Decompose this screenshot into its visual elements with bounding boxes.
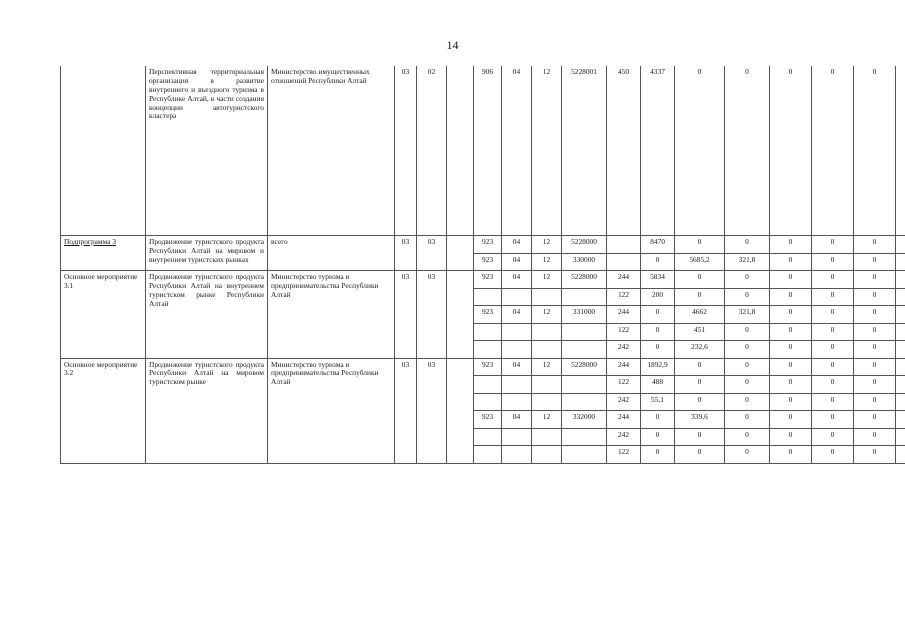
value-cell: 0 <box>812 358 854 376</box>
value-cell: 0 <box>675 428 725 446</box>
value-cell: 0 <box>725 376 770 394</box>
csr-cell <box>562 428 607 446</box>
code2-cell: 02 <box>417 66 447 236</box>
value-cell: 0 <box>725 411 770 429</box>
blank-cell <box>447 358 474 463</box>
rz-cell: 04 <box>502 306 532 324</box>
value-cell: 0 <box>812 446 854 464</box>
vr-cell: 122 <box>607 323 641 341</box>
value-cell: 0 <box>854 428 896 446</box>
csr-cell: 5228000 <box>562 358 607 376</box>
value-cell: 0 <box>725 323 770 341</box>
value-cell: 0 <box>812 323 854 341</box>
value-cell: 0 <box>854 253 896 271</box>
program-cell: Основное мероприятие 3.2 <box>61 358 146 463</box>
pr-cell <box>532 446 562 464</box>
vr-cell: 244 <box>607 411 641 429</box>
rz-cell: 04 <box>502 271 532 289</box>
blank-cell <box>447 66 474 236</box>
vr-cell: 242 <box>607 341 641 359</box>
name-cell: Перспективная территориальная организация в развитие внутреннего и въездного туризма в Республике Алтай, в части создания концепции автотуристского кластера <box>146 66 268 236</box>
program-cell: Подпрограмма 3 <box>61 236 146 271</box>
vr-cell: 244 <box>607 358 641 376</box>
blank-cell <box>896 411 905 429</box>
value-cell: 0 <box>812 393 854 411</box>
grbs-cell: 923 <box>474 306 502 324</box>
blank-cell <box>896 288 905 306</box>
program-table <box>60 66 905 464</box>
value-cell: 488 <box>641 376 675 394</box>
grbs-cell <box>474 446 502 464</box>
vr-cell: 450 <box>607 66 641 236</box>
value-cell: 0 <box>854 271 896 289</box>
rz-cell <box>502 393 532 411</box>
value-cell: 0 <box>770 411 812 429</box>
value-cell: 0 <box>770 306 812 324</box>
value-cell: 0 <box>854 288 896 306</box>
value-cell: 0 <box>641 253 675 271</box>
value-cell: 0 <box>725 271 770 289</box>
program-cell <box>61 66 146 236</box>
pr-cell <box>532 341 562 359</box>
rz-cell <box>502 376 532 394</box>
csr-cell <box>562 446 607 464</box>
value-cell: 0 <box>725 341 770 359</box>
code1-cell: 03 <box>395 271 417 359</box>
value-cell: 0 <box>854 446 896 464</box>
code2-cell: 03 <box>417 358 447 463</box>
value-cell: 0 <box>770 271 812 289</box>
code1-cell: 03 <box>395 236 417 271</box>
value-cell: 0 <box>675 66 725 236</box>
value-cell: 0 <box>641 306 675 324</box>
value-cell: 4662 <box>675 306 725 324</box>
table-body <box>61 66 905 463</box>
blank-cell <box>896 428 905 446</box>
value-cell: 0 <box>812 376 854 394</box>
vr-cell: 242 <box>607 428 641 446</box>
value-cell: 0 <box>854 341 896 359</box>
rz-cell: 04 <box>502 411 532 429</box>
pr-cell: 12 <box>532 253 562 271</box>
value-cell: 0 <box>641 428 675 446</box>
pr-cell <box>532 323 562 341</box>
code2-cell: 03 <box>417 271 447 359</box>
pr-cell: 12 <box>532 306 562 324</box>
executor-cell: всего <box>268 236 395 271</box>
table-row <box>61 358 905 376</box>
value-cell: 0 <box>675 446 725 464</box>
vr-cell: 122 <box>607 376 641 394</box>
value-cell: 321,8 <box>725 306 770 324</box>
value-cell: 0 <box>770 393 812 411</box>
program-cell: Основное мероприятие 3.1 <box>61 271 146 359</box>
value-cell: 0 <box>675 393 725 411</box>
blank-cell <box>896 306 905 324</box>
csr-cell <box>562 393 607 411</box>
value-cell: 0 <box>641 446 675 464</box>
value-cell: 339,6 <box>675 411 725 429</box>
value-cell: 0 <box>725 66 770 236</box>
grbs-cell: 923 <box>474 253 502 271</box>
grbs-cell <box>474 323 502 341</box>
rz-cell <box>502 341 532 359</box>
blank-cell <box>447 236 474 271</box>
vr-cell: 244 <box>607 271 641 289</box>
pr-cell: 12 <box>532 358 562 376</box>
value-cell: 0 <box>812 236 854 254</box>
rz-cell: 04 <box>502 236 532 254</box>
value-cell: 0 <box>725 288 770 306</box>
pr-cell: 12 <box>532 66 562 236</box>
code2-cell: 03 <box>417 236 447 271</box>
value-cell: 0 <box>725 393 770 411</box>
csr-cell: 5228000 <box>562 271 607 289</box>
blank-cell <box>896 253 905 271</box>
grbs-cell: 923 <box>474 271 502 289</box>
value-cell: 0 <box>812 66 854 236</box>
value-cell: 0 <box>854 66 896 236</box>
pr-cell: 12 <box>532 411 562 429</box>
value-cell: 0 <box>812 306 854 324</box>
value-cell: 0 <box>770 253 812 271</box>
pr-cell <box>532 288 562 306</box>
value-cell: 0 <box>812 271 854 289</box>
blank-cell <box>896 66 905 236</box>
value-cell: 0 <box>675 236 725 254</box>
rz-cell <box>502 288 532 306</box>
blank-cell <box>896 236 905 254</box>
csr-cell <box>562 341 607 359</box>
value-cell: 0 <box>770 358 812 376</box>
blank-cell <box>896 323 905 341</box>
csr-cell <box>562 288 607 306</box>
value-cell: 0 <box>725 428 770 446</box>
executor-cell: Министерство туризма и предпринимательства Республики Алтай <box>268 358 395 463</box>
table-row <box>61 271 905 289</box>
value-cell: 0 <box>770 446 812 464</box>
value-cell: 0 <box>770 376 812 394</box>
pr-cell: 12 <box>532 271 562 289</box>
value-cell: 0 <box>770 428 812 446</box>
value-cell: 200 <box>641 288 675 306</box>
grbs-cell <box>474 393 502 411</box>
value-cell: 5685,2 <box>675 253 725 271</box>
pr-cell <box>532 428 562 446</box>
rz-cell <box>502 323 532 341</box>
grbs-cell <box>474 341 502 359</box>
rz-cell: 04 <box>502 253 532 271</box>
value-cell: 0 <box>725 236 770 254</box>
grbs-cell: 906 <box>474 66 502 236</box>
value-cell: 5834 <box>641 271 675 289</box>
name-cell: Продвижение туристского продукта Республики Алтай на мировом туристском рынке <box>146 358 268 463</box>
csr-cell: 330000 <box>562 253 607 271</box>
value-cell: 8470 <box>641 236 675 254</box>
value-cell: 0 <box>812 411 854 429</box>
value-cell: 321,8 <box>725 253 770 271</box>
value-cell: 0 <box>812 253 854 271</box>
grbs-cell: 923 <box>474 411 502 429</box>
pr-cell: 12 <box>532 236 562 254</box>
value-cell: 0 <box>770 288 812 306</box>
value-cell: 4337 <box>641 66 675 236</box>
executor-cell: Министерство имущественных отношений Республики Алтай <box>268 66 395 236</box>
value-cell: 0 <box>854 358 896 376</box>
vr-cell: 122 <box>607 446 641 464</box>
table-row <box>61 66 905 236</box>
blank-cell <box>896 358 905 376</box>
value-cell: 1892,9 <box>641 358 675 376</box>
blank-cell <box>447 271 474 359</box>
csr-cell: 331000 <box>562 306 607 324</box>
value-cell: 0 <box>725 358 770 376</box>
blank-cell <box>896 271 905 289</box>
value-cell: 232,6 <box>675 341 725 359</box>
blank-cell <box>896 446 905 464</box>
vr-cell <box>607 253 641 271</box>
grbs-cell <box>474 288 502 306</box>
value-cell: 0 <box>641 411 675 429</box>
value-cell: 451 <box>675 323 725 341</box>
value-cell: 0 <box>725 446 770 464</box>
rz-cell <box>502 428 532 446</box>
csr-cell: 5228001 <box>562 66 607 236</box>
vr-cell: 242 <box>607 393 641 411</box>
value-cell: 0 <box>770 236 812 254</box>
csr-cell: 5228000 <box>562 236 607 254</box>
value-cell: 0 <box>854 323 896 341</box>
value-cell: 0 <box>770 323 812 341</box>
grbs-cell: 923 <box>474 236 502 254</box>
code1-cell: 03 <box>395 66 417 236</box>
vr-cell: 244 <box>607 306 641 324</box>
table-row <box>61 236 905 254</box>
rz-cell: 04 <box>502 358 532 376</box>
name-cell: Продвижение туристского продукта Республики Алтай на внутреннем туристском рынке Республики Алтай <box>146 271 268 359</box>
value-cell: 0 <box>854 376 896 394</box>
vr-cell: 122 <box>607 288 641 306</box>
blank-cell <box>896 341 905 359</box>
rz-cell <box>502 446 532 464</box>
value-cell: 0 <box>641 323 675 341</box>
csr-cell: 332000 <box>562 411 607 429</box>
pr-cell <box>532 393 562 411</box>
value-cell: 0 <box>675 271 725 289</box>
value-cell: 0 <box>812 428 854 446</box>
value-cell: 0 <box>770 341 812 359</box>
grbs-cell: 923 <box>474 358 502 376</box>
grbs-cell <box>474 376 502 394</box>
value-cell: 0 <box>854 393 896 411</box>
name-cell: Продвижение туристского продукта Республики Алтай на мировом и внутреннем туристских рынках <box>146 236 268 271</box>
value-cell: 0 <box>675 358 725 376</box>
code1-cell: 03 <box>395 358 417 463</box>
value-cell: 0 <box>854 236 896 254</box>
value-cell: 0 <box>675 288 725 306</box>
value-cell: 0 <box>770 66 812 236</box>
value-cell: 0 <box>812 288 854 306</box>
blank-cell <box>896 393 905 411</box>
page-number: 14 <box>446 38 459 52</box>
value-cell: 0 <box>675 376 725 394</box>
executor-cell: Министерство туризма и предпринимательства Республики Алтай <box>268 271 395 359</box>
blank-cell <box>896 376 905 394</box>
csr-cell <box>562 376 607 394</box>
csr-cell <box>562 323 607 341</box>
value-cell: 0 <box>854 411 896 429</box>
pr-cell <box>532 376 562 394</box>
grbs-cell <box>474 428 502 446</box>
value-cell: 55,1 <box>641 393 675 411</box>
vr-cell <box>607 236 641 254</box>
value-cell: 0 <box>812 341 854 359</box>
rz-cell: 04 <box>502 66 532 236</box>
value-cell: 0 <box>641 341 675 359</box>
value-cell: 0 <box>854 306 896 324</box>
